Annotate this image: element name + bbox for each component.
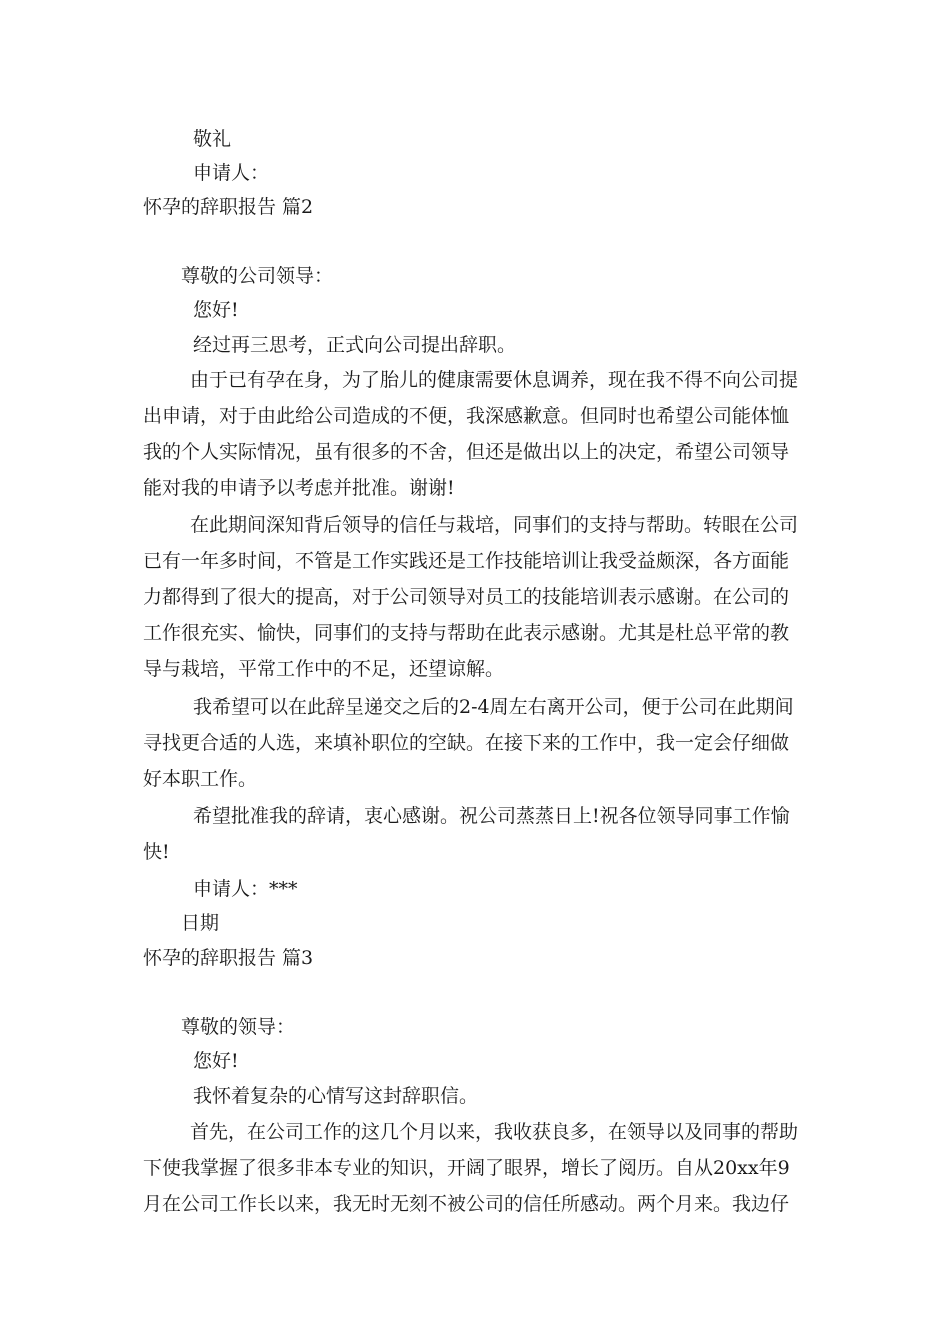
section-3-title: 怀孕的辞职报告 篇3 [143, 947, 314, 969]
section-2-p5-line-1: 希望批准我的辞请，衷心感谢。祝公司蒸蒸日上!祝各位领导同事工作愉 [193, 805, 790, 827]
applicant-signature-line: 申请人： [193, 162, 270, 184]
section-3-p2-line-1: 首先，在公司工作的这几个月以来，我收获良多，在领导以及同事的帮助 [190, 1121, 799, 1143]
section-3-salutation: 尊敬的领导： [181, 1016, 296, 1038]
section-3-paragraph-1: 我怀着复杂的心情写这封辞职信。 [193, 1085, 479, 1107]
section-2-salutation: 尊敬的公司领导： [181, 265, 334, 287]
section-2-p4-line-1: 我希望可以在此辞呈递交之后的2-4周左右离开公司，便于公司在此期间 [193, 696, 794, 718]
section-2-p2-line-3: 我的个人实际情况，虽有很多的不舍，但还是做出以上的决定，希望公司领导 [143, 441, 790, 463]
section-2-greeting: 您好! [193, 299, 239, 321]
section-2-p2-line-1: 由于已有孕在身，为了胎儿的健康需要休息调养，现在我不得不向公司提 [190, 369, 799, 391]
section-2-title: 怀孕的辞职报告 篇2 [143, 196, 314, 218]
section-3-p2-line-2: 下使我掌握了很多非本专业的知识，开阔了眼界，增长了阅历。自从20xx年9 [143, 1157, 790, 1179]
section-2-p3-line-4: 工作很充实、愉快，同事们的支持与帮助在此表示感谢。尤其是杜总平常的教 [143, 622, 790, 644]
section-2-date: 日期 [181, 912, 220, 934]
section-2-p4-line-3: 好本职工作。 [143, 768, 258, 790]
section-2-p3-line-1: 在此期间深知背后领导的信任与栽培，同事们的支持与帮助。转眼在公司 [190, 514, 799, 536]
section-3-greeting: 您好! [193, 1050, 239, 1072]
section-2-paragraph-1: 经过再三思考，正式向公司提出辞职。 [193, 334, 517, 356]
section-3-p2-line-3: 月在公司工作长以来，我无时无刻不被公司的信任所感动。两个月来。我边仔 [143, 1193, 790, 1215]
section-2-applicant: 申请人：*** [193, 878, 298, 900]
section-2-p3-line-5: 导与栽培，平常工作中的不足，还望谅解。 [143, 658, 505, 680]
section-2-p3-line-2: 已有一年多时间，不管是工作实践还是工作技能培训让我受益颇深，各方面能 [143, 550, 790, 572]
section-2-p4-line-2: 寻找更合适的人选，来填补职位的空缺。在接下来的工作中，我一定会仔细做 [143, 732, 790, 754]
closing-text: 敬礼 [193, 128, 232, 150]
section-2-p2-line-2: 出申请，对于由此给公司造成的不便，我深感歉意。但同时也希望公司能体恤 [143, 405, 790, 427]
section-2-p3-line-3: 力都得到了很大的提高，对于公司领导对员工的技能培训表示感谢。在公司的 [143, 586, 790, 608]
section-2-p2-line-4: 能对我的申请予以考虑并批准。谢谢! [143, 477, 455, 499]
section-2-p5-line-2: 快! [143, 841, 170, 863]
